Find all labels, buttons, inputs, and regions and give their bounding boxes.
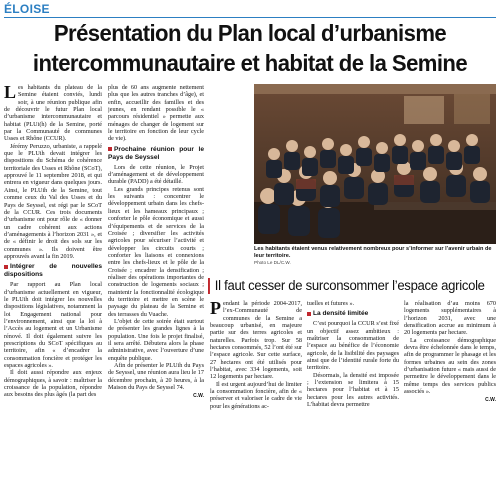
section-rubric: ÉLOISE: [4, 2, 50, 16]
bullet-square-icon: [108, 147, 112, 151]
article-column-5: [404, 300, 496, 476]
paragraph: Désormais, la densité est imposée ; l’extension se limitera à 15 hectares pour l’habitat et à 15 hectares pour les autres activités. L’habitat devra permettre: [307, 371, 399, 409]
article-column-4: [307, 300, 399, 476]
subheading: La densité limitée: [307, 310, 399, 318]
paragraph: Jérémy Peruzzo, urbaniste, a rappelé que le PLUih devait intégrer les dispositions du Schéma de cohérence territoriale des Usses et Rhône (SCoT), approuvé le 11 septembre 2018, et qui entrera en vigueur dans quelques jours. Ainsi, le PLUih de la Semine, tout comme ceux du Val des Usses et du Pays de Seyssel, est régi par le SCoT de la CCUR. Ces trois documents d’urbanisme ont pour rôle de « donner un cadre cohérent aux actions d’aménagements à l’horizon 2031 », et de « définir le droit des sols sur les communes ». Ils doivent être approuvés avant la fin 2019.: [4, 142, 102, 260]
paragraph: La croissance démographique devra être échelonnée dans le temps, afin de programmer le phasage et les formes urbaines au sein des zones d’urbanisation future « mais aussi de permettre le développement dans le même temps des services publics associés ».: [404, 336, 496, 396]
bullet-square-icon: [4, 265, 8, 269]
subheading: Intégrer de nouvelles dispositions: [4, 263, 102, 279]
paragraph: Afin de présenter le PLUih du Pays de Seyssel, une réunion aura lieu le 17 décembre prochain, à 20 heures, à la Maison du Pays de Seyssel 74.: [108, 362, 204, 392]
paragraph: la réalisation d’au moins 670 logements supplémentaires à l’horizon 2031, avec une densification accrue au minimum à 20 logements par hectare.: [404, 300, 496, 337]
article-column-1: [4, 84, 102, 476]
photo-caption: Les habitants étaient venus relativement nombreux pour s’informer sur l’avenir urbain de leur territoire.: [254, 246, 492, 259]
article-headline: [15, 18, 485, 78]
paragraph: Par rapport au Plan local d’urbanisme actuellement en vigueur, le PLUih doit intégrer les nouvelles dispositions législatives, notamment la loi Engagement national pour l’environnement, ainsi que la loi à l’Accès au logement et un Urbanisme rénové. Il doit également suivre les prescriptions du SCoT spécifiques au territoire, afin « d’encadrer la consommation foncière et protéger les espaces agricoles ».: [4, 281, 102, 370]
paragraph: L’objet de cette soirée était surtout de présenter les grandes lignes à la population. Une fois le projet finalisé, il sera arrêté. Débutera alors la phase administrative, avec l’ouverture d’une enquête publique.: [108, 317, 204, 362]
paragraph: tuelles et futures ».: [307, 300, 355, 307]
paragraph: Les grands principes retenus sont les suivants : concentrer le développement urbain dans les chefs-lieux et les hameaux principaux ; conforter le pôle économique et aussi d’équipements et de services de la Croisée ; diversifier les activités agricoles pour sécuriser l’activité et développer les circuits courts ; conforter les liaisons et connexions entre les chefs-lieux et le pôle de la Croisée ; encadrer la densification ; réaliser des opérations importantes de construction de logements sociaux ; maintenir la fonctionnalité écologique du territoire et mettre en scène le paysage du plateau de la Semine et des terrasses du Vuache.: [108, 185, 204, 318]
drop-cap: L: [4, 84, 17, 102]
bullet-square-icon: [307, 312, 311, 316]
drop-cap: P: [210, 300, 221, 318]
paragraph: plus de 60 ans augmente nettement plus que les autres tranches d’âge), et enfin, accueillir des familles et des jeunes, en rendant possible le « parcours résidentiel » permette aux ménages de changer de logement sur le territoire en fonction de leur cycle de vie).: [108, 84, 204, 143]
paragraph: Il est urgent aujourd’hui de limiter la consommation foncière, afin de « préserver et valoriser le cadre de vie pour les générations ac-: [210, 380, 302, 410]
audience-photo-illustration: [254, 84, 496, 244]
meeting-photo: [254, 84, 496, 244]
paragraph: C’est pourquoi la CCUR s’est fixé un objectif assez ambitieux : maîtriser la consommation de l’espace au bénéfice de l’économie agricole, de la lisibilité des paysages ainsi que de l’identité rurale forte du territoire.: [307, 320, 399, 372]
headline-line-1: Présentation du Plan local d’urbanisme: [53, 20, 447, 46]
intro-paragraph: Les habitants du plateau de la Semine étaient conviés, lundi soir, à une réunion publique afin de découvrir le futur Plan local d’urbanisme intercommunautaire et habitat (PLUi(h) de la Semine, porté par la Communauté de communes Usses et Rhône (CCUR).: [4, 84, 102, 143]
headline-line-2: intercommunautaire et habitat de la Semine: [32, 50, 468, 76]
author-signature: C.W.: [485, 397, 496, 404]
author-signature: C.W.: [193, 393, 204, 400]
paragraph: Il doit aussi répondre aux enjeux démographiques, à savoir : maîtriser la croissance de la population, répondre aux besoins des plus âgés (la part des: [4, 369, 102, 399]
article-column-3: [210, 300, 302, 476]
subheading: Prochaine réunion pour le Pays de Seyssel: [108, 145, 204, 161]
intro-paragraph: Pendant la période 2004-2017, l’ex-Communauté de communes de la Semine a beaucoup urbanisé, en majeure partie sur des terres agricoles et naturelles. Parfois trop. Sur 58 hectares consommés, 52 l’ont été sur l’espace agricole. Sur cette surface, 27 hectares ont été utilisés pour l’habitat, avec 334 logements, soit 12 logements par hectare.: [210, 300, 302, 381]
secondary-headline: Il faut cesser de surconsommer l’espace agricole: [208, 278, 494, 294]
article-column-2: [108, 84, 204, 476]
paragraph: Lors de cette réunion, le Projet d’aménagement et de développement durable (PADD) a été détaillé.: [108, 163, 204, 186]
photo-credit: Photo Le DL/C.W.: [254, 260, 291, 265]
